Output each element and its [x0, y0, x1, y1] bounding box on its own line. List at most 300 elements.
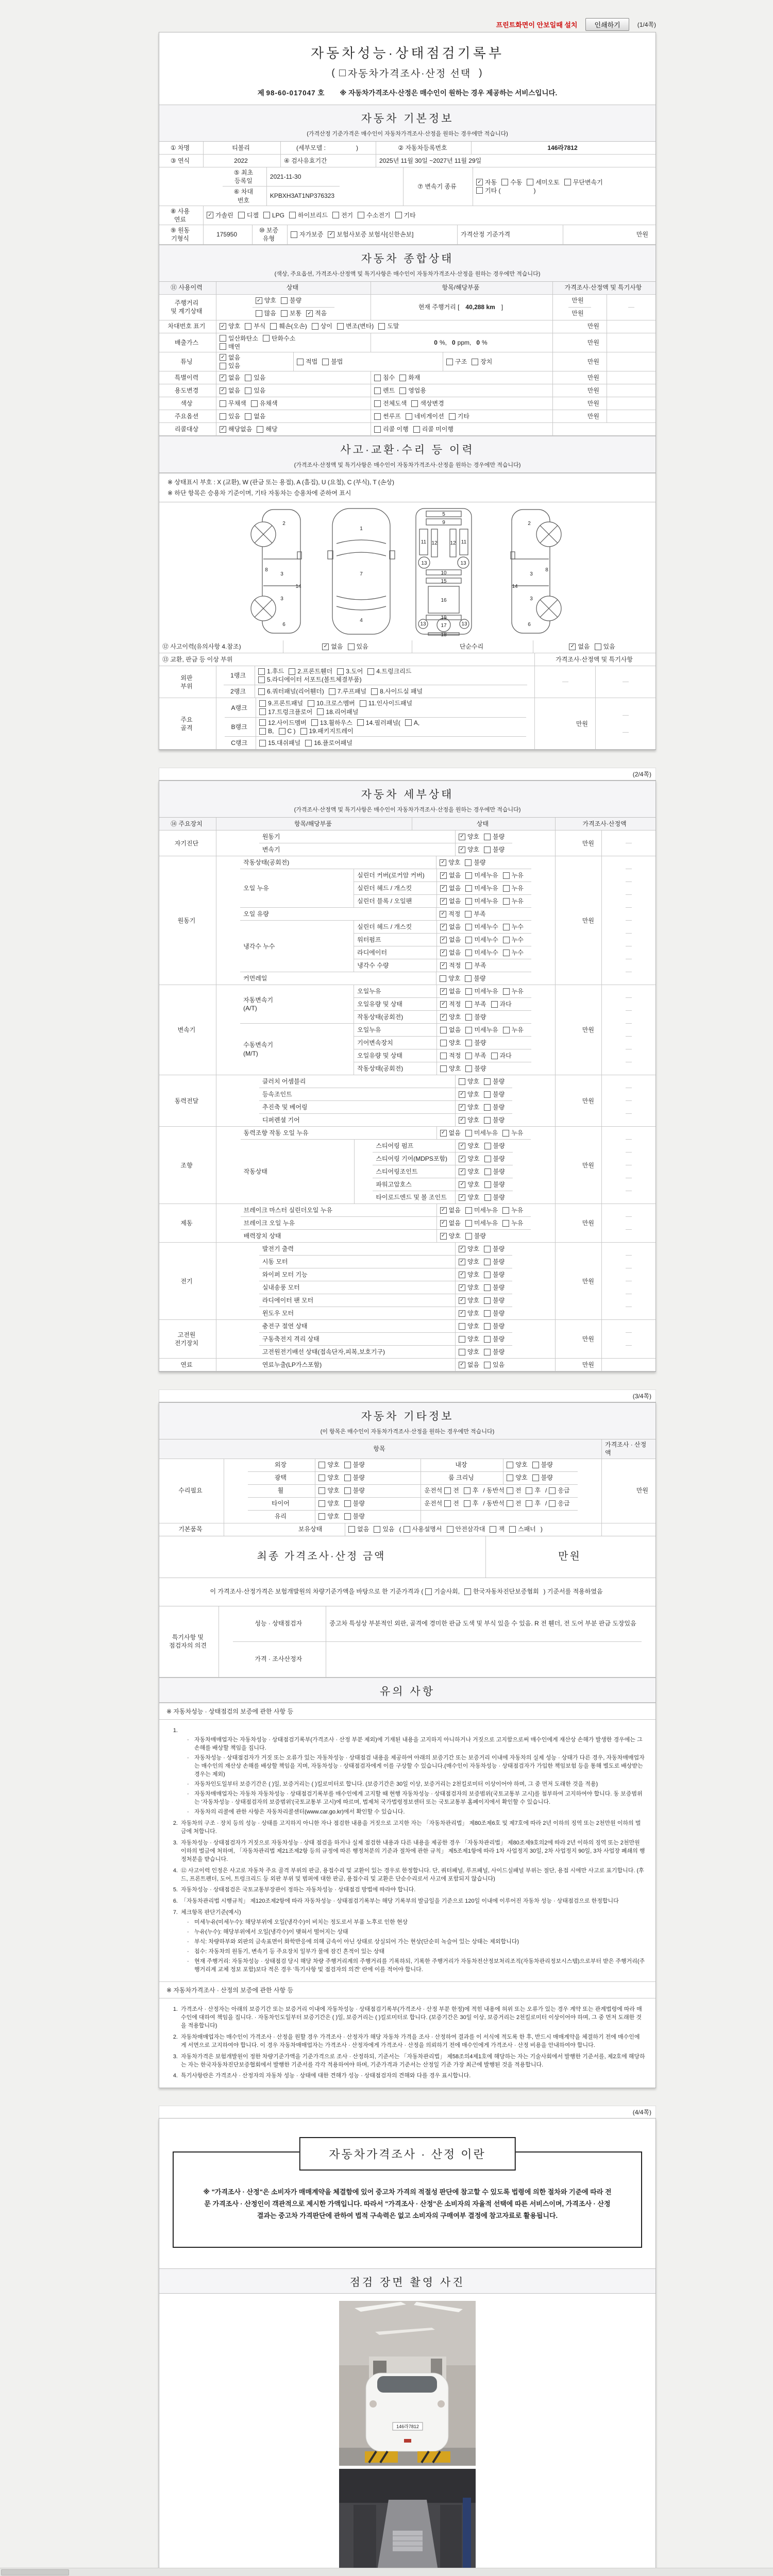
checkbox-미세누수[interactable]: [465, 936, 498, 944]
checkbox-box: [281, 297, 288, 304]
checkbox-있음[interactable]: [484, 1361, 505, 1369]
checkbox-누수[interactable]: [503, 923, 524, 931]
table-cell: [455, 1346, 512, 1358]
checkbox-불량[interactable]: [465, 858, 485, 867]
table-row: [253, 307, 335, 320]
checkbox-있음[interactable]: [245, 386, 265, 395]
checkbox-양호[interactable]: [440, 1013, 461, 1021]
checkbox-box: ✓: [459, 1194, 465, 1201]
checkbox-렌트[interactable]: [374, 386, 395, 395]
checkbox-불량[interactable]: [484, 1258, 505, 1266]
checkbox-양호[interactable]: [440, 1232, 461, 1240]
table-cell: [354, 998, 436, 1010]
checkbox-안전삼각대[interactable]: [447, 1525, 485, 1533]
checkbox-누유[interactable]: [502, 1206, 523, 1214]
checkbox-불량[interactable]: [344, 1499, 365, 1507]
checkbox-box: ✓: [569, 643, 576, 650]
checkbox-화재[interactable]: [399, 374, 420, 382]
checkbox-불량[interactable]: [484, 1296, 505, 1304]
checkbox-양호[interactable]: [459, 1245, 479, 1253]
table-row: [354, 946, 531, 959]
checkbox-부족[interactable]: [465, 1052, 486, 1060]
checkbox-미세누유[interactable]: [465, 871, 498, 879]
table-cell: [354, 1024, 531, 1075]
checkbox-있음[interactable]: [220, 412, 240, 420]
checkbox-없음[interactable]: [569, 642, 590, 651]
checkbox-box: [503, 898, 510, 905]
checkbox-box: ✓: [440, 1233, 447, 1240]
table-cell: [216, 818, 412, 830]
checkbox-미세누유[interactable]: [465, 1206, 498, 1214]
checkbox-없음[interactable]: [440, 897, 461, 905]
table-cell: [601, 856, 656, 985]
checkbox-적음[interactable]: [306, 309, 327, 317]
checkbox-있음[interactable]: [595, 642, 615, 651]
checkbox-상이[interactable]: [312, 322, 332, 330]
checkbox-19.패키지트레이[interactable]: [300, 727, 354, 735]
checkbox-15.대쉬패널[interactable]: [259, 739, 300, 747]
checkbox-누유[interactable]: [503, 884, 524, 892]
checkbox-양호[interactable]: [459, 1296, 479, 1304]
checkbox-없음[interactable]: [440, 936, 461, 944]
checkbox-미세누유[interactable]: [465, 1026, 498, 1034]
checkbox-양호[interactable]: [318, 1473, 339, 1482]
checkbox-양호[interactable]: [459, 1103, 479, 1111]
checkbox-미세누수[interactable]: [465, 923, 498, 931]
checkbox-label: 훼손(오손): [279, 323, 307, 330]
text: 오일누유: [357, 988, 381, 995]
price-survey-info-title: 자동차가격조사 · 산정 이란: [299, 2137, 515, 2171]
checkbox-기술사회,[interactable]: [425, 1587, 460, 1596]
checkbox-양호[interactable]: [220, 322, 240, 330]
checkbox-미세누유[interactable]: [465, 987, 498, 995]
checkbox-14.필러패널([interactable]: [357, 719, 400, 727]
checkbox-자가보증[interactable]: [291, 230, 323, 239]
checkbox-가솔린[interactable]: [207, 211, 233, 219]
checkbox-없음[interactable]: [220, 353, 240, 362]
checkbox-썬루프[interactable]: [374, 412, 401, 420]
checkbox-없음[interactable]: [440, 923, 461, 931]
checkbox-8.사이드실 패널[interactable]: [371, 687, 423, 696]
checkbox-box: [465, 1207, 472, 1214]
horizontal-scrollbar[interactable]: [0, 2568, 773, 2576]
checkbox-1.후드[interactable]: [258, 667, 284, 675]
checkbox-불량[interactable]: [532, 1473, 553, 1482]
page-marker-3: (3/4쪽): [632, 1393, 651, 1400]
checkbox-색상변경[interactable]: [411, 399, 444, 408]
checkbox-양호[interactable]: [459, 1167, 479, 1176]
checkbox-불량[interactable]: [344, 1461, 365, 1469]
table-cell: [595, 666, 656, 698]
checkbox-양호[interactable]: [459, 1142, 479, 1150]
checkbox-리콜 미이행[interactable]: [413, 425, 453, 433]
checkbox-있음[interactable]: [348, 642, 368, 651]
checkbox-양호[interactable]: [318, 1499, 339, 1507]
checkbox-없음[interactable]: [440, 1026, 461, 1034]
checkbox-불량[interactable]: [532, 1461, 553, 1469]
checkbox-미세누유[interactable]: [465, 897, 498, 905]
checkbox-불량[interactable]: [465, 974, 485, 982]
checkbox-17.트렁크플로어[interactable]: [259, 708, 312, 716]
checkbox-불량[interactable]: [484, 1090, 505, 1098]
checkbox-불량[interactable]: [484, 1335, 505, 1343]
checkbox-4.트렁크리드[interactable]: [367, 667, 411, 675]
checkbox-12.사이드멤버[interactable]: [259, 719, 307, 727]
checkbox-없음[interactable]: [440, 948, 461, 957]
table-cell: [354, 985, 531, 1023]
checkbox-변조(변타)[interactable]: [337, 322, 374, 330]
checkbox-없음[interactable]: [322, 642, 343, 651]
checkbox-양호[interactable]: [459, 1348, 479, 1356]
checkbox-불량[interactable]: [465, 1039, 486, 1047]
panel-number: 2: [282, 521, 285, 527]
checkbox-6.쿼터패널(리어휀더)[interactable]: [258, 687, 324, 696]
checkbox-미세누유[interactable]: [465, 1219, 498, 1227]
checkbox-label: 전: [515, 1500, 522, 1507]
table-cell: [436, 1062, 531, 1075]
checkbox-전[interactable]: [444, 1486, 459, 1495]
checkbox-부족[interactable]: [465, 961, 486, 970]
table-cell: [436, 1230, 531, 1242]
checkbox-네비게이션[interactable]: [406, 412, 444, 420]
checkbox-부식[interactable]: [245, 322, 265, 330]
checkbox-자동[interactable]: [476, 178, 497, 187]
table-cell: [159, 206, 203, 225]
table-cell: [455, 1320, 512, 1332]
checkbox-양호[interactable]: [440, 1039, 461, 1047]
checkbox-부족[interactable]: [465, 910, 485, 918]
table-cell: [159, 1127, 216, 1204]
checkbox-2.프론트휀더[interactable]: [289, 667, 332, 675]
checkbox-없음[interactable]: [440, 987, 461, 995]
checkbox-없음[interactable]: [440, 1219, 461, 1227]
checkbox-box: [465, 1220, 472, 1227]
checkbox-후[interactable]: [526, 1499, 541, 1507]
table-row: [159, 818, 656, 830]
checkbox-양호[interactable]: [459, 833, 479, 841]
checkbox-불량[interactable]: [484, 1167, 505, 1176]
checkbox-16.플로어패널[interactable]: [305, 739, 352, 747]
checkbox-무단변속기[interactable]: [564, 178, 603, 187]
table-cell: [371, 333, 552, 352]
checkbox-있음[interactable]: [374, 1525, 394, 1533]
checkbox-불량[interactable]: [484, 1142, 505, 1150]
checkbox-7.루프패널[interactable]: [329, 687, 366, 696]
checkbox-적정[interactable]: [440, 1052, 461, 1060]
checkbox-불량[interactable]: [484, 1077, 505, 1086]
checkbox-양호[interactable]: [459, 1155, 479, 1163]
checkbox-없음[interactable]: [440, 1129, 461, 1137]
table-cell: [259, 1333, 455, 1345]
table-cell: [280, 155, 376, 167]
checkbox-price-survey-select[interactable]: [339, 66, 472, 80]
text: 만원: [587, 323, 599, 330]
checkbox-일산화탄소[interactable]: [220, 334, 258, 343]
table-row: [259, 1075, 512, 1088]
checkbox-매연[interactable]: [220, 343, 240, 351]
scrollbar-thumb[interactable]: [1, 2569, 69, 2575]
checkbox-한국자동차진단보증협회[interactable]: [464, 1587, 539, 1596]
checkbox-양호[interactable]: [459, 1116, 479, 1124]
checkbox-양호[interactable]: [459, 1309, 479, 1317]
checkbox-누유[interactable]: [503, 987, 524, 995]
table-cell: [354, 946, 436, 959]
table-cell: [371, 410, 552, 422]
checkbox-부족[interactable]: [465, 1000, 486, 1008]
table-cell: [555, 1075, 601, 1126]
panel-number: 6: [282, 622, 285, 628]
checkbox-불량[interactable]: [484, 1245, 505, 1253]
checkbox-불량[interactable]: [465, 1013, 486, 1021]
checkbox-9.프론트패널[interactable]: [259, 699, 303, 707]
checkbox-label: 누유: [511, 1129, 524, 1137]
checkbox-양호[interactable]: [459, 1335, 479, 1343]
checkbox-전체도색[interactable]: [374, 399, 407, 408]
table-cell: [552, 371, 607, 384]
text: 색상: [180, 400, 193, 408]
checkbox-양호[interactable]: [318, 1512, 339, 1520]
checkbox-양호[interactable]: [459, 1270, 479, 1279]
checkbox-양호[interactable]: [459, 1322, 479, 1330]
checkbox-응급[interactable]: [549, 1499, 569, 1507]
checkbox-기타[interactable]: [449, 412, 469, 420]
checkbox-누수[interactable]: [503, 948, 524, 957]
checkbox-침수[interactable]: [374, 374, 395, 382]
checkbox-A,[interactable]: [405, 719, 419, 727]
checkbox-18.리어패널[interactable]: [317, 708, 358, 716]
checkbox-box: [564, 179, 571, 185]
checkbox-전기[interactable]: [332, 211, 353, 219]
checkbox-13.휠하우스[interactable]: [311, 719, 352, 727]
checkbox-도말[interactable]: [378, 322, 399, 330]
checkbox-양호[interactable]: [459, 1193, 479, 1201]
table-cell: [455, 1333, 512, 1345]
checkbox-후[interactable]: [464, 1486, 479, 1495]
checkbox-LPG[interactable]: [263, 211, 284, 219]
table-cell: [436, 1024, 531, 1036]
checkbox-많음[interactable]: [256, 309, 276, 317]
table-cell: [626, 959, 632, 972]
table-row: [159, 1459, 656, 1523]
checkbox-누유[interactable]: [503, 897, 524, 905]
checkbox-양호[interactable]: [440, 1064, 461, 1073]
checkbox-후[interactable]: [464, 1499, 479, 1507]
checkbox-훼손(오손)[interactable]: [270, 322, 307, 330]
text: 조향: [180, 1161, 193, 1169]
checkbox-없음[interactable]: [220, 386, 240, 395]
checkbox-디젤[interactable]: [238, 211, 259, 219]
table-cell: [159, 1523, 224, 1536]
checkbox-미세누유[interactable]: [465, 1129, 498, 1137]
checkbox-리콜 이행[interactable]: [374, 425, 409, 433]
checkbox-불량[interactable]: [484, 1309, 505, 1317]
checkbox-label: 과다: [499, 1001, 512, 1008]
checkbox-10.크로스멤버[interactable]: [308, 699, 355, 707]
checkbox-불량[interactable]: [344, 1473, 365, 1482]
checkbox-장치[interactable]: [472, 358, 492, 366]
checkbox-하이브리드[interactable]: [289, 211, 328, 219]
table-row: [248, 1459, 577, 1471]
checkbox-양호[interactable]: [459, 1258, 479, 1266]
checkbox-유채색[interactable]: [251, 399, 278, 408]
checkbox-불량[interactable]: [344, 1486, 365, 1495]
checkbox-불량[interactable]: [484, 1116, 505, 1124]
checkbox-적정[interactable]: [440, 1000, 461, 1008]
table-row: [373, 1165, 512, 1178]
checkbox-세미오토[interactable]: [527, 178, 559, 187]
checkbox-없음[interactable]: [348, 1525, 369, 1533]
checkbox-불량[interactable]: [465, 1232, 486, 1240]
checkbox-label: 미세누유: [474, 1219, 498, 1227]
text: B랭크: [231, 723, 247, 731]
checkbox-누유[interactable]: [502, 1219, 523, 1227]
text: 동력전달: [174, 1097, 199, 1105]
checkbox-label: 전체도색: [383, 400, 407, 408]
text: 가격조사·산정액 및 특기사항: [564, 284, 642, 292]
checkbox-양호[interactable]: [318, 1486, 339, 1495]
checkbox-과다[interactable]: [491, 1000, 512, 1008]
checkbox-불량[interactable]: [484, 1180, 505, 1189]
table-row: [240, 972, 531, 985]
checkbox-있음[interactable]: [220, 362, 240, 370]
checkbox-불량[interactable]: [484, 1155, 505, 1163]
checkbox-양호[interactable]: [459, 1077, 479, 1086]
checkbox-스패너[interactable]: [509, 1525, 536, 1533]
checkbox-불량[interactable]: [281, 296, 301, 304]
checkbox-불량[interactable]: [484, 1322, 505, 1330]
checkbox-양호[interactable]: [440, 974, 460, 982]
checkbox-불량[interactable]: [484, 1283, 505, 1292]
table-cell: [240, 1024, 354, 1075]
checkbox-5.라디에이터 서포트(볼트체결부품)[interactable]: [258, 675, 362, 684]
table-row: [354, 997, 531, 1010]
checkbox-보통[interactable]: [281, 309, 301, 317]
checkbox-누유[interactable]: [502, 1129, 523, 1137]
checkbox-양호[interactable]: [256, 296, 276, 304]
text: ④ 검사유효기간: [284, 157, 327, 164]
checkbox-후[interactable]: [526, 1486, 541, 1495]
checkbox-수동[interactable]: [501, 178, 522, 187]
checkbox-없음[interactable]: [440, 884, 461, 892]
notice-body-1: [159, 1719, 656, 1981]
checkbox-양호[interactable]: [459, 1283, 479, 1292]
checkbox-불량[interactable]: [484, 1270, 505, 1279]
table-cell: [159, 1075, 216, 1126]
checkbox-box: [484, 1143, 491, 1149]
section-note: (가격조사·산정액 및 특기사항은 매수인이 자동차가격조사·산정을 원하는 경우에만 적습니다): [294, 807, 521, 814]
checkbox-전[interactable]: [444, 1499, 459, 1507]
text: 기형식: [171, 235, 189, 243]
checkbox-양호[interactable]: [507, 1461, 527, 1469]
checkbox-양호[interactable]: [318, 1461, 339, 1469]
checkbox-잭[interactable]: [490, 1525, 505, 1533]
checkbox-기타[interactable]: [395, 211, 416, 219]
checkbox-보험사보증 보험사[신한손보][interactable]: [328, 230, 413, 239]
table-cell: [248, 1459, 315, 1471]
checkbox-미세누수[interactable]: [465, 948, 498, 957]
checkbox-해당없음[interactable]: [220, 425, 252, 433]
checkbox-수소전기[interactable]: [358, 211, 390, 219]
checkbox-label: 불량: [493, 1104, 505, 1111]
checkbox-C )[interactable]: [279, 727, 296, 735]
checkbox-불량[interactable]: [484, 1348, 505, 1356]
checkbox-box: [374, 426, 381, 433]
checkbox-적정[interactable]: [440, 961, 461, 970]
checkbox-전[interactable]: [507, 1499, 522, 1507]
checkbox-무채색[interactable]: [220, 399, 246, 408]
checkbox-누유[interactable]: [503, 871, 524, 879]
checkbox-양호[interactable]: [459, 1180, 479, 1189]
install-notice-link[interactable]: 프린트화면이 안보일때 설치: [496, 21, 578, 29]
checkbox-구조[interactable]: [446, 358, 467, 366]
print-button[interactable]: 인쇄하기: [585, 18, 629, 31]
checkbox-영업용[interactable]: [399, 386, 426, 395]
table-cell: [626, 882, 632, 894]
checkbox-불량[interactable]: [465, 1064, 486, 1073]
table-row: [233, 1641, 641, 1677]
checkbox-B,[interactable]: [259, 727, 274, 735]
checkbox-없음[interactable]: [440, 871, 461, 879]
checkbox-없음[interactable]: [440, 1206, 461, 1214]
checkbox-불량[interactable]: [344, 1512, 365, 1520]
checkbox-불량[interactable]: [484, 1193, 505, 1201]
checkbox-누유[interactable]: [503, 1026, 524, 1034]
checkbox-없음[interactable]: [220, 374, 240, 382]
checkbox-box: [491, 1053, 498, 1059]
table-cell: [216, 352, 293, 371]
checkbox-탄화수소[interactable]: [263, 334, 295, 343]
checkbox-box: [411, 400, 418, 407]
checkbox-불량[interactable]: [484, 845, 505, 854]
checkbox-미세누유[interactable]: [465, 884, 498, 892]
checkbox-기타 ([interactable]: [476, 187, 501, 195]
checkbox-불량[interactable]: [484, 833, 505, 841]
checkbox-불량[interactable]: [484, 1103, 505, 1111]
checkbox-label: 침수: [383, 374, 395, 382]
checkbox-11.인사이드패널[interactable]: [360, 699, 412, 707]
checkbox-box: [532, 1462, 539, 1468]
checkbox-전[interactable]: [507, 1486, 522, 1495]
checkbox-응급[interactable]: [549, 1486, 569, 1495]
text: 가격 · 조사산정자: [255, 1655, 303, 1663]
checkbox-양호[interactable]: [459, 845, 479, 854]
checkbox-해당[interactable]: [257, 425, 277, 433]
checkbox-불법[interactable]: [322, 358, 343, 366]
checkbox-사용설명서[interactable]: [404, 1525, 442, 1533]
checkbox-적정[interactable]: [440, 910, 460, 918]
checkbox-box: [344, 1487, 351, 1494]
checkbox-없음[interactable]: [245, 412, 265, 420]
table-cell: [159, 1359, 216, 1371]
checkbox-3.도어[interactable]: [337, 667, 363, 675]
checkbox-적법[interactable]: [297, 358, 317, 366]
checkbox-없음[interactable]: [459, 1361, 479, 1369]
checkbox-있음[interactable]: [245, 374, 265, 382]
table-cell: [626, 1346, 632, 1358]
table-cell: [159, 985, 216, 1075]
checkbox-양호[interactable]: [440, 858, 460, 867]
table-cell: [371, 282, 552, 294]
checkbox-누수[interactable]: [503, 936, 524, 944]
text: 오일누유: [357, 1026, 381, 1034]
checkbox-box: [251, 400, 258, 407]
checkbox-양호[interactable]: [459, 1090, 479, 1098]
text: 주요: [180, 716, 193, 723]
checkbox-양호[interactable]: [507, 1473, 527, 1482]
checkbox-label: 변조(변타): [345, 323, 374, 330]
table-cell: [412, 640, 533, 653]
checkbox-과다[interactable]: [491, 1052, 512, 1060]
